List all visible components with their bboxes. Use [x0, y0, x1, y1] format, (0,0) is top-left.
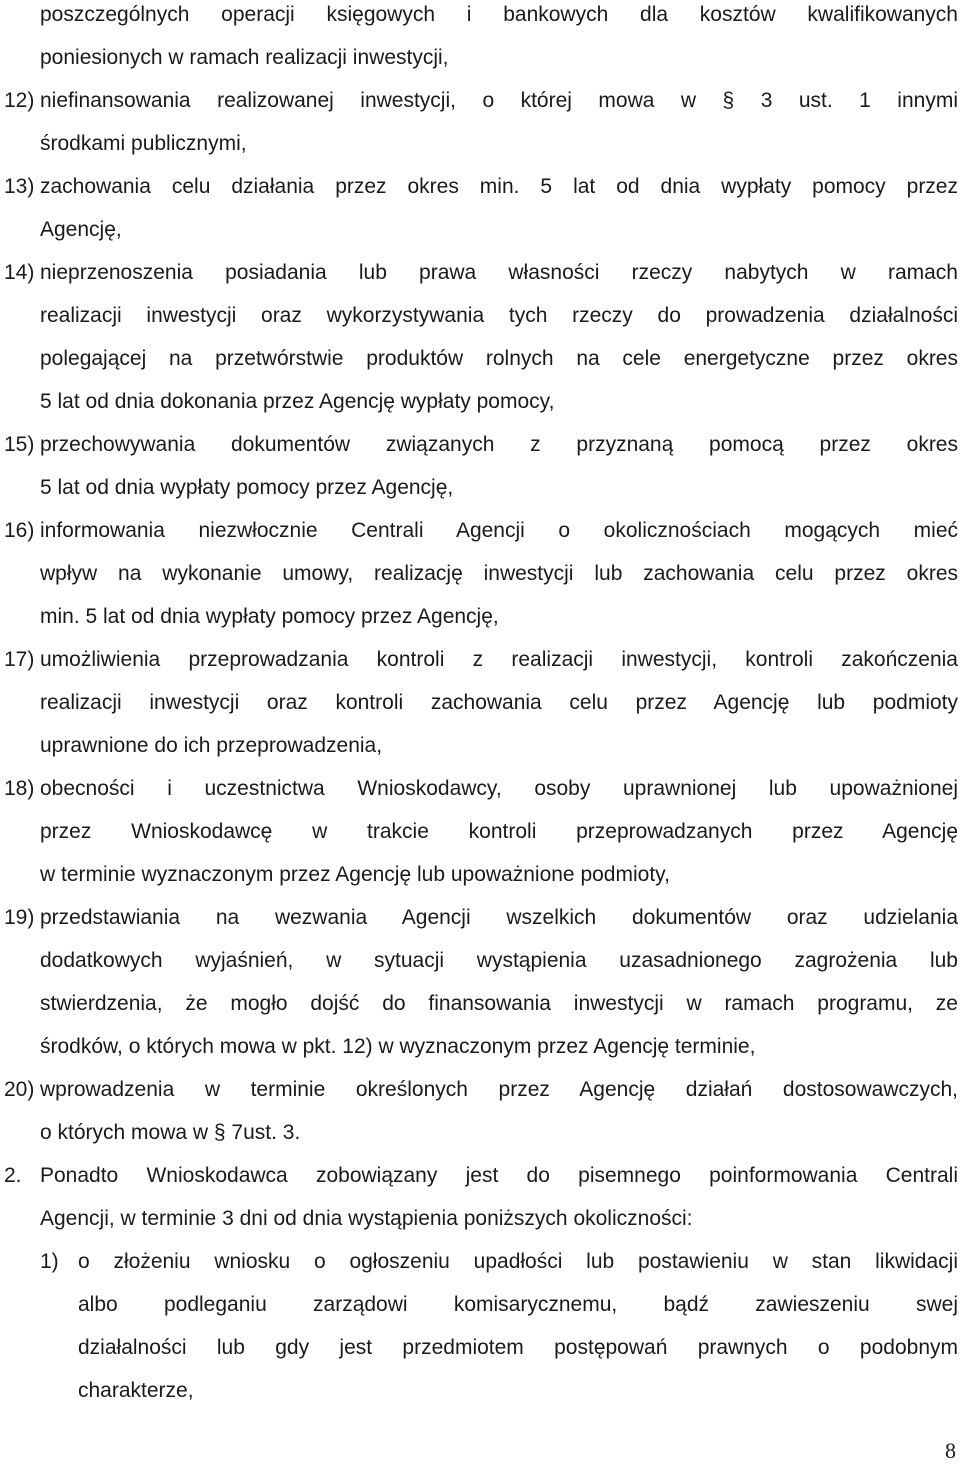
paragraph-text: 5 lat od dnia dokonania przez Agencję wypłaty pomocy,: [40, 390, 555, 413]
list-item-line: [0, 1075, 960, 1105]
paragraph-text: poniesionych w ramach realizacji inwestycji,: [40, 46, 449, 69]
paragraph-text: poszczególnych operacji księgowych i bankowych dla kosztów kwalifikowanych: [40, 3, 958, 26]
list-item-number: 14): [4, 261, 35, 284]
list-item-number: 19): [4, 906, 35, 929]
paragraph-text: charakterze,: [78, 1379, 194, 1402]
list-item-number: 16): [4, 519, 35, 542]
list-item-line: [0, 774, 960, 804]
paragraph-text: przez Wnioskodawcę w trakcie kontroli przeprowadzanych przez Agencję: [40, 820, 958, 843]
paragraph-text: umożliwienia przeprowadzania kontroli z realizacji inwestycji, kontroli zakończenia: [40, 648, 958, 671]
text-line: [0, 1333, 960, 1363]
paragraph-text: zachowania celu działania przez okres min. 5 lat od dnia wypłaty pomocy przez: [40, 175, 958, 198]
list-item-number: 15): [4, 433, 35, 456]
list-item-number: 13): [4, 175, 35, 198]
text-line: [0, 860, 960, 890]
paragraph-text: realizacji inwestycji oraz wykorzystywania tych rzeczy do prowadzenia działalności: [40, 304, 958, 327]
list-item-number: 12): [4, 89, 35, 112]
text-line: [0, 1376, 960, 1406]
paragraph-text: 5 lat od dnia wypłaty pomocy przez Agencję,: [40, 476, 454, 499]
text-line: [0, 1118, 960, 1148]
paragraph-text: wprowadzenia w terminie określonych przez Agencję działań dostosowawczych,: [40, 1078, 958, 1101]
text-line: [0, 946, 960, 976]
paragraph-text: przechowywania dokumentów związanych z przyznaną pomocą przez okres: [40, 433, 958, 456]
list-item-number: 18): [4, 777, 35, 800]
list-item-line: [0, 1247, 960, 1277]
paragraph-text: polegającej na przetwórstwie produktów rolnych na cele energetyczne przez okres: [40, 347, 958, 370]
text-line: [0, 129, 960, 159]
list-item-line: [0, 86, 960, 116]
text-line: [0, 989, 960, 1019]
paragraph-text: w terminie wyznaczonym przez Agencję lub upoważnione podmioty,: [40, 863, 670, 886]
text-line: [0, 731, 960, 761]
list-item-line: [0, 430, 960, 460]
list-item-line: [0, 1161, 960, 1191]
list-item-number: 1): [40, 1250, 59, 1273]
list-item-line: [0, 172, 960, 202]
paragraph-text: min. 5 lat od dnia wypłaty pomocy przez Agencję,: [40, 605, 499, 628]
list-item-number: 2.: [4, 1164, 22, 1187]
text-line: [0, 817, 960, 847]
list-item-number: 17): [4, 648, 35, 671]
list-item-number: 20): [4, 1078, 35, 1101]
text-line: [0, 1290, 960, 1320]
paragraph-text: Ponadto Wnioskodawca zobowiązany jest do pisemnego poinformowania Centrali: [40, 1164, 958, 1187]
text-line: [0, 215, 960, 245]
paragraph-text: przedstawiania na wezwania Agencji wszelkich dokumentów oraz udzielania: [40, 906, 958, 929]
text-line: [0, 559, 960, 589]
paragraph-text: Agencji, w terminie 3 dni od dnia wystąpienia poniższych okoliczności:: [40, 1207, 693, 1230]
text-line: [0, 301, 960, 331]
list-item-line: [0, 516, 960, 546]
text-line: [0, 387, 960, 417]
paragraph-text: wpływ na wykonanie umowy, realizację inwestycji lub zachowania celu przez okres: [40, 562, 958, 585]
text-line: [0, 43, 960, 73]
text-line: [0, 0, 960, 30]
paragraph-text: informowania niezwłocznie Centrali Agencji o okolicznościach mogących mieć: [40, 519, 958, 542]
list-item-line: [0, 258, 960, 288]
text-line: [0, 1032, 960, 1062]
list-item-line: [0, 645, 960, 675]
paragraph-text: nieprzenoszenia posiadania lub prawa własności rzeczy nabytych w ramach: [40, 261, 958, 284]
page-number: 8: [945, 1438, 956, 1463]
text-line: [0, 688, 960, 718]
text-line: [0, 1204, 960, 1234]
paragraph-text: stwierdzenia, że mogło dojść do finansowania inwestycji w ramach programu, ze: [40, 992, 958, 1015]
paragraph-text: o złożeniu wniosku o ogłoszeniu upadłości lub postawieniu w stan likwidacji: [78, 1250, 958, 1273]
paragraph-text: dodatkowych wyjaśnień, w sytuacji wystąpienia uzasadnionego zagrożenia lub: [40, 949, 958, 972]
paragraph-text: działalności lub gdy jest przedmiotem postępowań prawnych o podobnym: [78, 1336, 958, 1359]
paragraph-text: środków, o których mowa w pkt. 12) w wyznaczonym przez Agencję terminie,: [40, 1035, 756, 1058]
list-item-line: [0, 903, 960, 933]
paragraph-text: realizacji inwestycji oraz kontroli zachowania celu przez Agencję lub podmioty: [40, 691, 958, 714]
paragraph-text: Agencję,: [40, 218, 122, 241]
paragraph-text: albo podleganiu zarządowi komisarycznemu, bądź zawieszeniu swej: [78, 1293, 958, 1316]
paragraph-text: niefinansowania realizowanej inwestycji, o której mowa w § 3 ust. 1 innymi: [40, 89, 958, 112]
paragraph-text: środkami publicznymi,: [40, 132, 247, 155]
paragraph-text: uprawnione do ich przeprowadzenia,: [40, 734, 383, 757]
paragraph-text: obecności i uczestnictwa Wnioskodawcy, osoby uprawnionej lub upoważnionej: [40, 777, 958, 800]
text-line: [0, 473, 960, 503]
paragraph-text: o których mowa w § 7ust. 3.: [40, 1121, 301, 1144]
text-line: [0, 602, 960, 632]
text-line: [0, 344, 960, 374]
